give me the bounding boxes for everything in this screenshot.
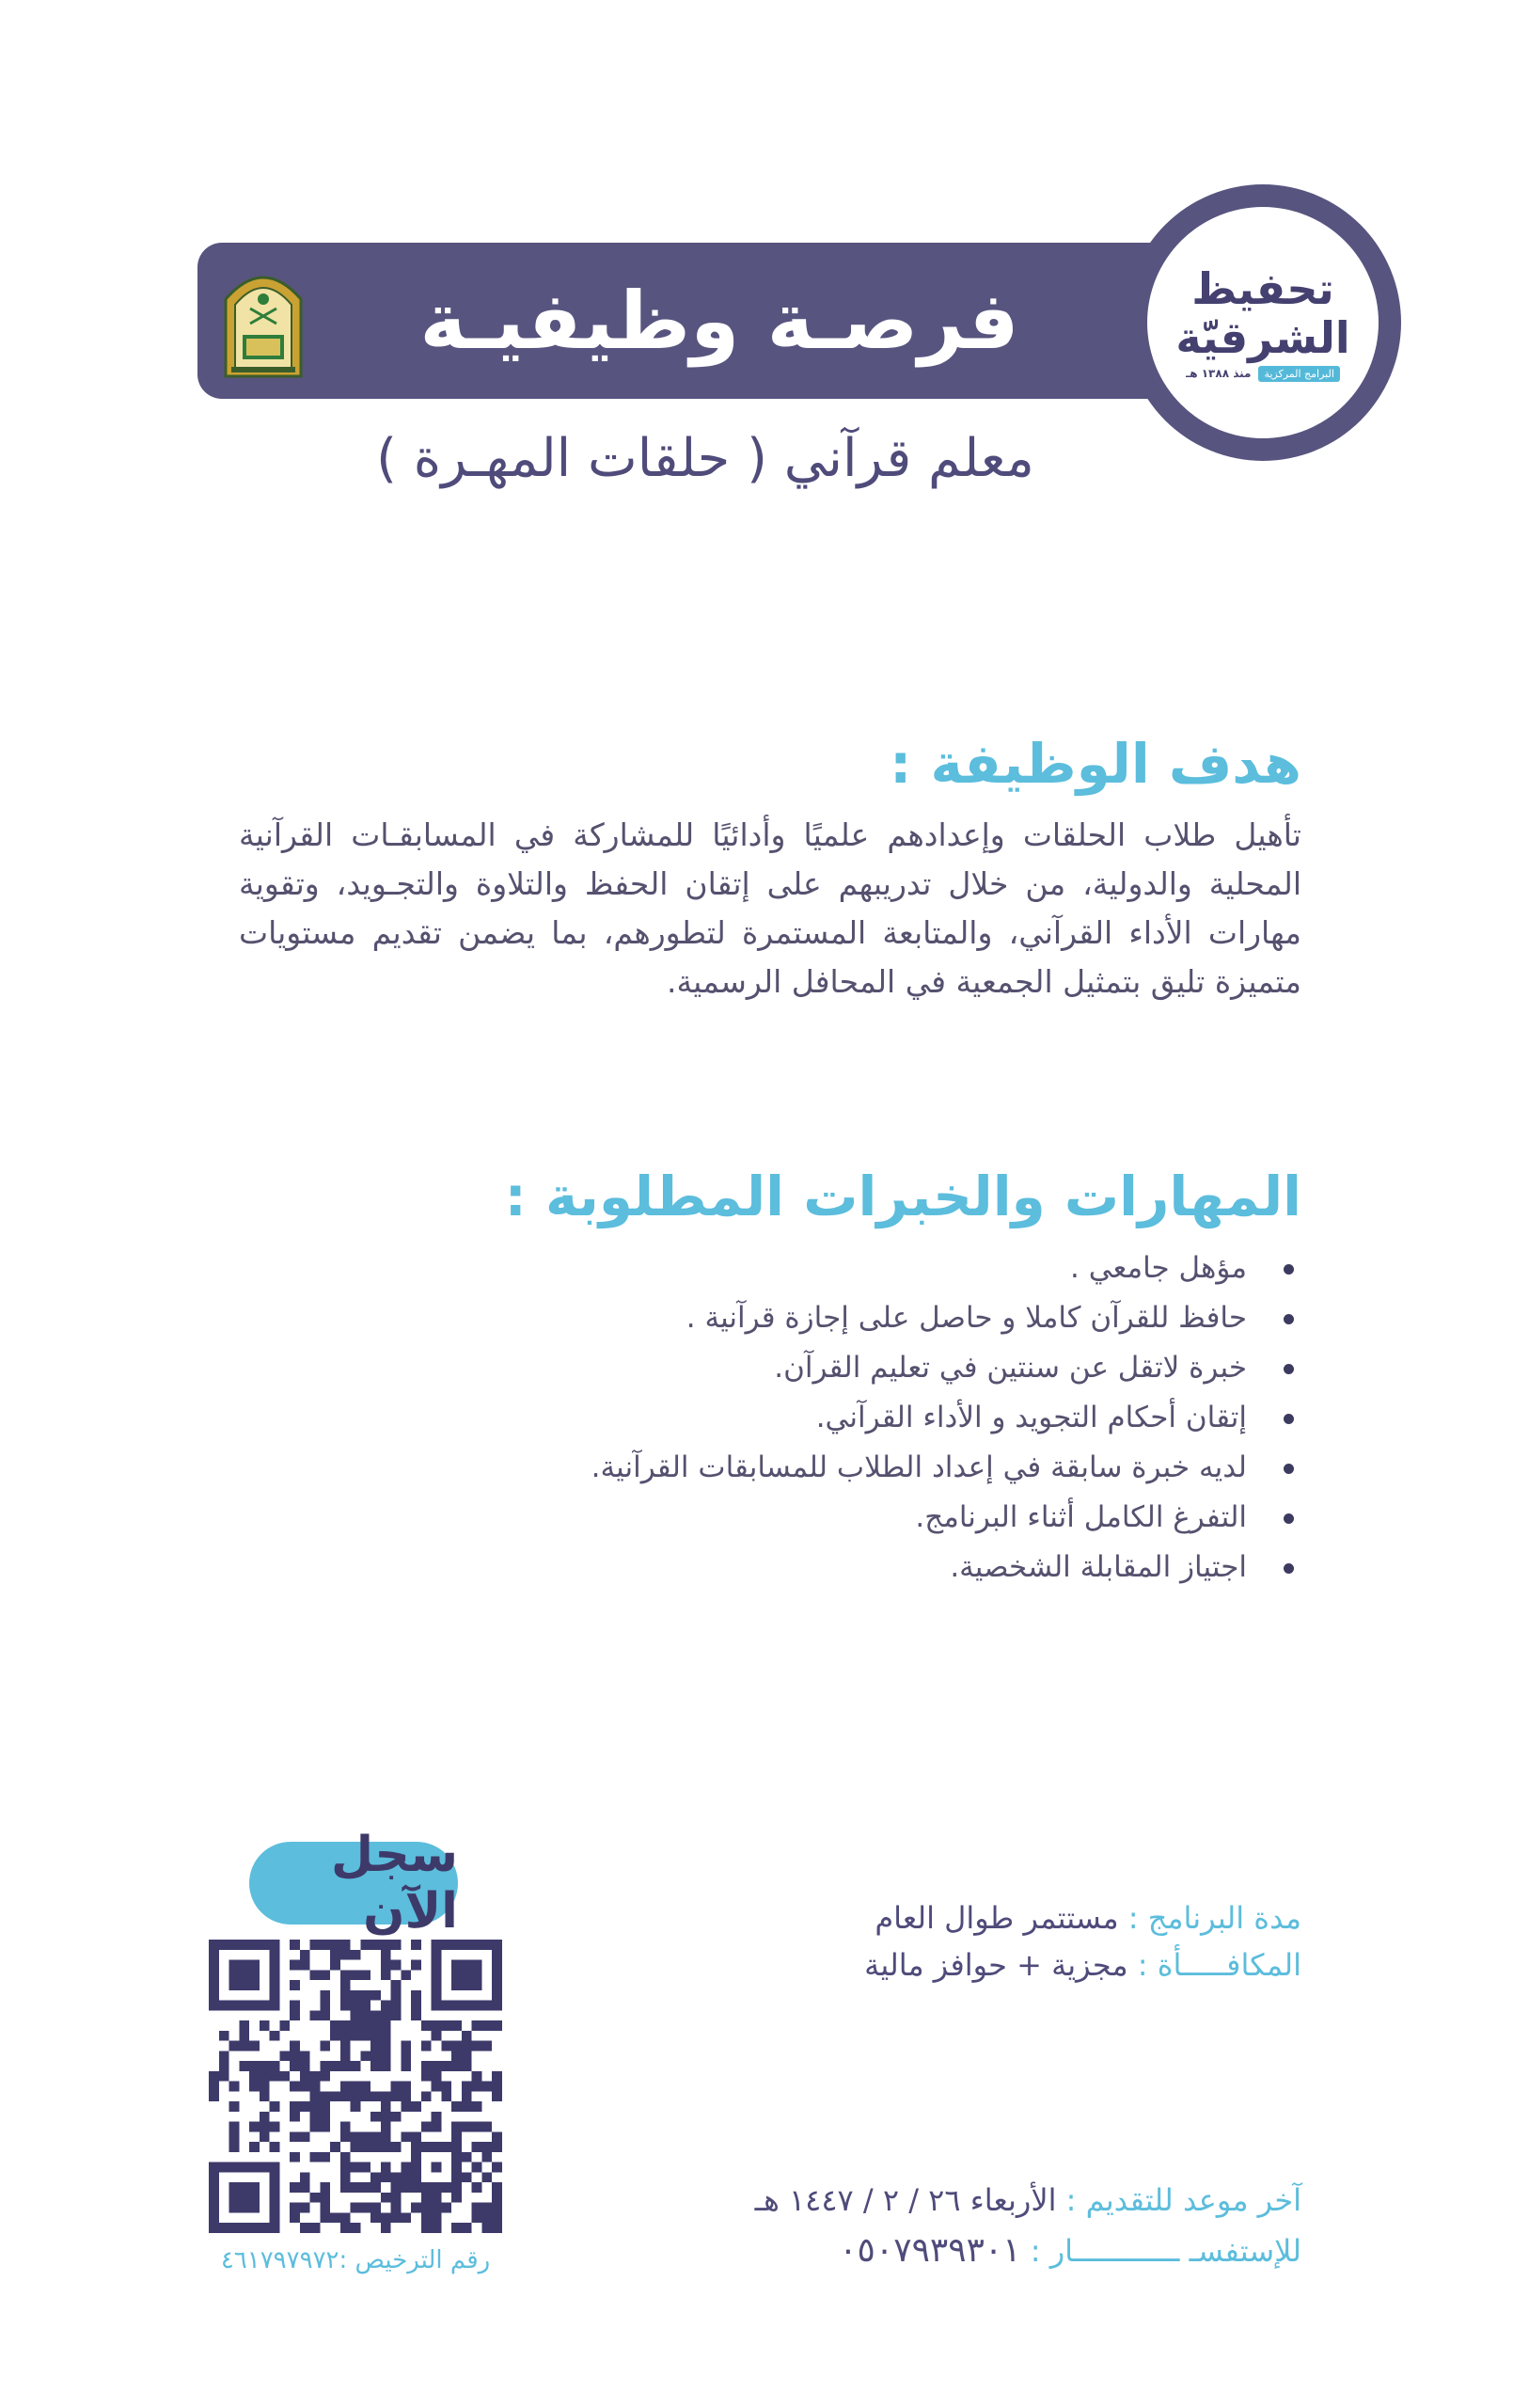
logo-since: منذ ١٣٨٨ هـ <box>1186 367 1252 380</box>
organization-logo <box>1147 207 1379 438</box>
deadline-row <box>755 2182 1301 2218</box>
contact-label: للإستفسـ ــــــــــــار : <box>1030 2233 1301 2269</box>
list-item: اجتياز المقابلة الشخصية. <box>359 1543 1300 1592</box>
bullet-icon <box>1284 1414 1294 1424</box>
duration-label: مدة البرنامج : <box>1127 1900 1301 1936</box>
logo-line1: تحفيظ <box>1191 262 1334 314</box>
job-subtitle: معلم قرآني ( حلقات المهـرة ) <box>376 428 1034 489</box>
license-number: رقم الترخيص :٤٦١٧٩٧٩٧٢ <box>220 2246 491 2274</box>
reward-row <box>864 1947 1301 1983</box>
goal-text: تأهيل طلاب الحلقات وإعدادهم علميًا وأدائيًا للمشاركة في المسابقـات القرآنية المحلية والدولية، من خلال تدريبهم على إتقان الحفظ والتلاوة والتجـويد، وتقوية مهارات الأداء القرآني، والمتابعة المستمرة لتطورهم، بما يضمن تقديم مستويات متميزة تليق بتمثيل الجمعية في المحافل الرسمية. <box>239 816 1301 1000</box>
qr-code-icon[interactable] <box>209 1940 502 2233</box>
goal-heading: هدف الوظيفة : <box>890 732 1301 796</box>
skills-heading: المهارات والخبرات المطلوبة : <box>504 1164 1301 1228</box>
deadline-value: الأربعاء ٢٦ / ٢ / ١٤٤٧ هـ <box>754 2182 1057 2218</box>
list-item: التفرغ الكامل أثناء البرنامج. <box>359 1493 1300 1543</box>
skills-list <box>359 1244 1300 1592</box>
bullet-icon <box>1284 1513 1294 1524</box>
list-item: حافظ للقرآن كاملا و حاصل على إجازة قرآنية . <box>359 1293 1300 1343</box>
list-item: خبرة لاتقل عن سنتين في تعليم القرآن. <box>359 1343 1300 1393</box>
bullet-icon <box>1284 1563 1294 1574</box>
reward-label: المكافـــــأة : <box>1137 1947 1301 1983</box>
contact-value[interactable]: ٠٥٠٧٩٣٩٣٠١ <box>839 2231 1021 2270</box>
list-item: لديه خبرة سابقة في إعداد الطلاب للمسابقات القرآنية. <box>359 1443 1300 1493</box>
logo-sub <box>1186 366 1340 382</box>
list-item: إتقان أحكام التجويد و الأداء القرآني. <box>359 1393 1300 1443</box>
contact-row <box>839 2231 1301 2270</box>
bullet-icon <box>1284 1264 1294 1275</box>
page-title: فرصـة وظيفيـة <box>419 275 1019 367</box>
duration-value: مستتمر طوال العام <box>875 1900 1119 1936</box>
bullet-icon <box>1284 1314 1294 1324</box>
duration-row <box>875 1900 1301 1936</box>
logo-line2: الشرقيّة <box>1175 311 1350 363</box>
bullet-icon <box>1284 1464 1294 1474</box>
deadline-label: آخر موعد للتقديم : <box>1065 2182 1301 2218</box>
list-item: مؤهل جامعي . <box>359 1244 1300 1293</box>
logo-tag: البرامج المركزية <box>1258 366 1339 382</box>
mosque-emblem-icon <box>222 261 305 380</box>
register-now-button[interactable]: سجل الآن <box>249 1842 458 1925</box>
reward-value: مجزية + حوافز مالية <box>864 1947 1128 1983</box>
bullet-icon <box>1284 1364 1294 1374</box>
